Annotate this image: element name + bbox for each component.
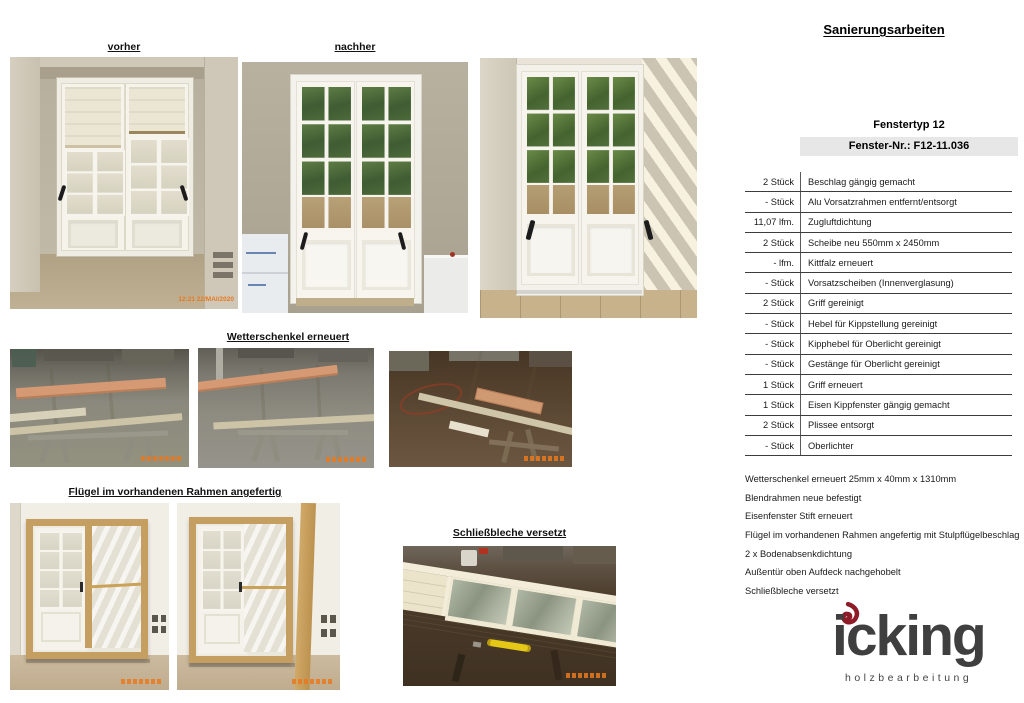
page-title: Sanierungsarbeiten xyxy=(823,22,945,37)
quantity-cell: - Stück xyxy=(765,440,794,451)
note-line: Außentür oben Aufdeck nachgehobelt xyxy=(745,567,901,578)
table-row xyxy=(745,375,1012,395)
photo-wetterschenkel-3 xyxy=(389,351,572,467)
wall-vent xyxy=(321,629,339,637)
note-line: 2 x Bodenabsenkdichtung xyxy=(745,548,852,559)
outlet-panel xyxy=(213,252,233,278)
photo-schliessbleche xyxy=(403,546,616,686)
sunlight-stripes xyxy=(642,58,697,318)
bucket xyxy=(461,550,477,566)
wall-left xyxy=(10,57,40,292)
photo-wetterschenkel-1 xyxy=(10,349,189,467)
roman-blind xyxy=(129,87,185,134)
wall-vent xyxy=(152,615,166,622)
description-cell: Oberlichter xyxy=(800,436,1012,455)
quantity-cell: 2 Stück xyxy=(762,237,794,248)
quantity-cell: 2 Stück xyxy=(762,420,794,431)
logo-subtitle: holzbearbeitung xyxy=(845,672,973,684)
table-row xyxy=(745,395,1012,415)
description-cell: Kittfalz erneuert xyxy=(800,253,1012,272)
photo-timestamp-mark xyxy=(121,679,163,684)
window-grid-ground xyxy=(585,183,637,219)
quantity-cell: - Stück xyxy=(765,339,794,350)
logo-wordmark: icking xyxy=(832,604,985,668)
workshop-clutter xyxy=(12,349,36,367)
table-row xyxy=(745,213,1012,233)
wood-stick xyxy=(242,586,286,589)
note-line: Flügel im vorhandenen Rahmen angefertig mit Stulpflügelbeschlag xyxy=(745,530,1020,541)
caption-vorher: vorher xyxy=(107,41,141,53)
photo-timestamp: 12:21 22/MAI/2020 xyxy=(178,296,234,303)
photo-fluegel-1 xyxy=(10,503,169,690)
sash-panel xyxy=(41,612,81,642)
table-row xyxy=(745,416,1012,436)
window-grid-trees xyxy=(300,85,353,197)
wall-vent xyxy=(152,626,166,633)
note-line: Wetterschenkel erneuert 25mm x 40mm x 1310mm xyxy=(745,474,957,485)
frame-shadow xyxy=(26,659,150,663)
window-grid-trees xyxy=(585,75,637,185)
photo-timestamp-mark xyxy=(566,673,608,678)
quantity-cell: - Stück xyxy=(765,359,794,370)
sash-stile xyxy=(403,568,452,617)
strike-plate xyxy=(473,641,482,647)
photo-timestamp-mark xyxy=(524,456,566,461)
photo-wetterschenkel-2 xyxy=(198,348,374,468)
door-panel xyxy=(302,240,351,290)
photo-timestamp-mark xyxy=(326,457,368,462)
window-grid-trees xyxy=(360,85,413,197)
table-row xyxy=(745,355,1012,375)
sawhorse-bar xyxy=(238,430,348,435)
table-row xyxy=(745,273,1012,293)
table-row xyxy=(745,192,1012,212)
table-row xyxy=(745,436,1012,456)
description-cell: Beschlag gängig gemacht xyxy=(800,172,1012,191)
window-grid-ground xyxy=(360,195,413,233)
quantity-cell: 2 Stück xyxy=(762,298,794,309)
description-cell: Vorsatzscheiben (Innenverglasung) xyxy=(800,273,1012,292)
box-divider xyxy=(242,272,288,274)
door-leaf-left xyxy=(61,83,125,251)
quantity-cell: 11,07 lfm. xyxy=(753,217,794,228)
quantity-cell: - Stück xyxy=(765,318,794,329)
photo-fluegel-2 xyxy=(177,503,340,690)
note-line: Eisenfenster Stift erneuert xyxy=(745,511,853,522)
description-cell: Griff erneuert xyxy=(800,375,1012,394)
workshop-clutter xyxy=(318,348,368,362)
french-door xyxy=(516,64,644,296)
raw-wood-frame xyxy=(26,519,148,659)
wall-vent xyxy=(321,615,339,623)
workshop-clutter xyxy=(238,348,294,358)
photo-vorher xyxy=(10,57,238,309)
caption-nachher: nachher xyxy=(334,41,376,53)
work-items-table xyxy=(745,172,1012,456)
quantity-cell: - lfm. xyxy=(773,257,794,268)
window-grid-trees xyxy=(525,75,577,185)
window-grid xyxy=(38,531,84,609)
white-sash xyxy=(33,526,89,652)
photo-timestamp-mark xyxy=(292,679,334,684)
description-cell: Griff gereinigt xyxy=(800,294,1012,313)
red-label xyxy=(479,548,488,554)
table-row xyxy=(745,334,1012,354)
description-cell: Plissee entsorgt xyxy=(800,416,1012,435)
door-leaf-right xyxy=(581,71,639,285)
description-cell: Zugluftdichtung xyxy=(800,213,1012,232)
notes-list xyxy=(745,470,1021,600)
workshop-clutter xyxy=(503,546,563,560)
note-line: Schließbleche versetzt xyxy=(745,585,839,596)
caption-fluegel: Flügel im vorhandenen Rahmen angefertig xyxy=(68,486,282,498)
door-leaf-left xyxy=(296,81,355,299)
sash-handle xyxy=(80,582,83,592)
white-sash xyxy=(196,524,248,656)
door-leaf-right xyxy=(125,83,189,251)
caption-schliessbleche: Schließbleche versetzt xyxy=(452,527,567,539)
workshop-clutter xyxy=(389,351,429,371)
table-row xyxy=(745,233,1012,253)
door-shadow xyxy=(516,290,642,294)
french-door xyxy=(290,74,422,304)
window-grid xyxy=(129,138,189,216)
workshop-clutter xyxy=(44,349,114,361)
note-line: Blendrahmen neue befestigt xyxy=(745,492,862,503)
photo-timestamp-mark xyxy=(141,456,183,461)
quantity-cell: 2 Stück xyxy=(762,176,794,187)
door-panel xyxy=(527,224,575,276)
roman-blind xyxy=(65,87,121,148)
window-grid-ground xyxy=(300,195,353,233)
description-cell: Gestänge für Oberlicht gereinigt xyxy=(800,355,1012,374)
window-grid xyxy=(65,150,125,216)
french-door xyxy=(56,77,194,257)
door-leaf-right xyxy=(356,81,415,299)
description-cell: Scheibe neu 550mm x 2450mm xyxy=(800,233,1012,252)
caption-wetterschenkel: Wetterschenkel erneuert xyxy=(226,331,350,343)
quantity-cell: 1 Stück xyxy=(762,399,794,410)
photo-nachher-sunlight xyxy=(480,58,697,318)
table-row xyxy=(745,294,1012,314)
workshop-clutter xyxy=(573,546,616,564)
description-cell: Alu Vorsatzrahmen entfernt/entsorgt xyxy=(800,192,1012,211)
window-grid xyxy=(201,529,243,611)
photo-nachher xyxy=(242,62,468,313)
threshold xyxy=(296,298,414,306)
table-row xyxy=(745,172,1012,192)
frame-shadow xyxy=(189,663,295,667)
door-leaf-left xyxy=(521,71,579,285)
wall-left xyxy=(480,58,517,318)
wall-mark xyxy=(450,252,455,257)
window-grid-ground xyxy=(525,183,577,219)
quantity-cell: 1 Stück xyxy=(762,379,794,390)
description-cell: Hebel für Kippstellung gereinigt xyxy=(800,314,1012,333)
cabinet xyxy=(424,255,468,313)
door-panel xyxy=(587,224,635,276)
window-number-bar: Fenster-Nr.: F12-11.036 xyxy=(800,137,1018,156)
quantity-cell: - Stück xyxy=(765,278,794,289)
table-row xyxy=(745,253,1012,273)
sash-panel xyxy=(204,614,240,644)
window-type-label: Fenstertyp 12 xyxy=(873,119,945,131)
door-panel xyxy=(68,220,118,248)
description-cell: Kipphebel für Oberlicht gereinigt xyxy=(800,334,1012,353)
description-cell: Eisen Kippfenster gängig gemacht xyxy=(800,395,1012,414)
raw-wood-frame xyxy=(189,517,293,663)
table-row xyxy=(745,314,1012,334)
door-panel xyxy=(132,220,182,248)
quantity-cell: - Stück xyxy=(765,196,794,207)
